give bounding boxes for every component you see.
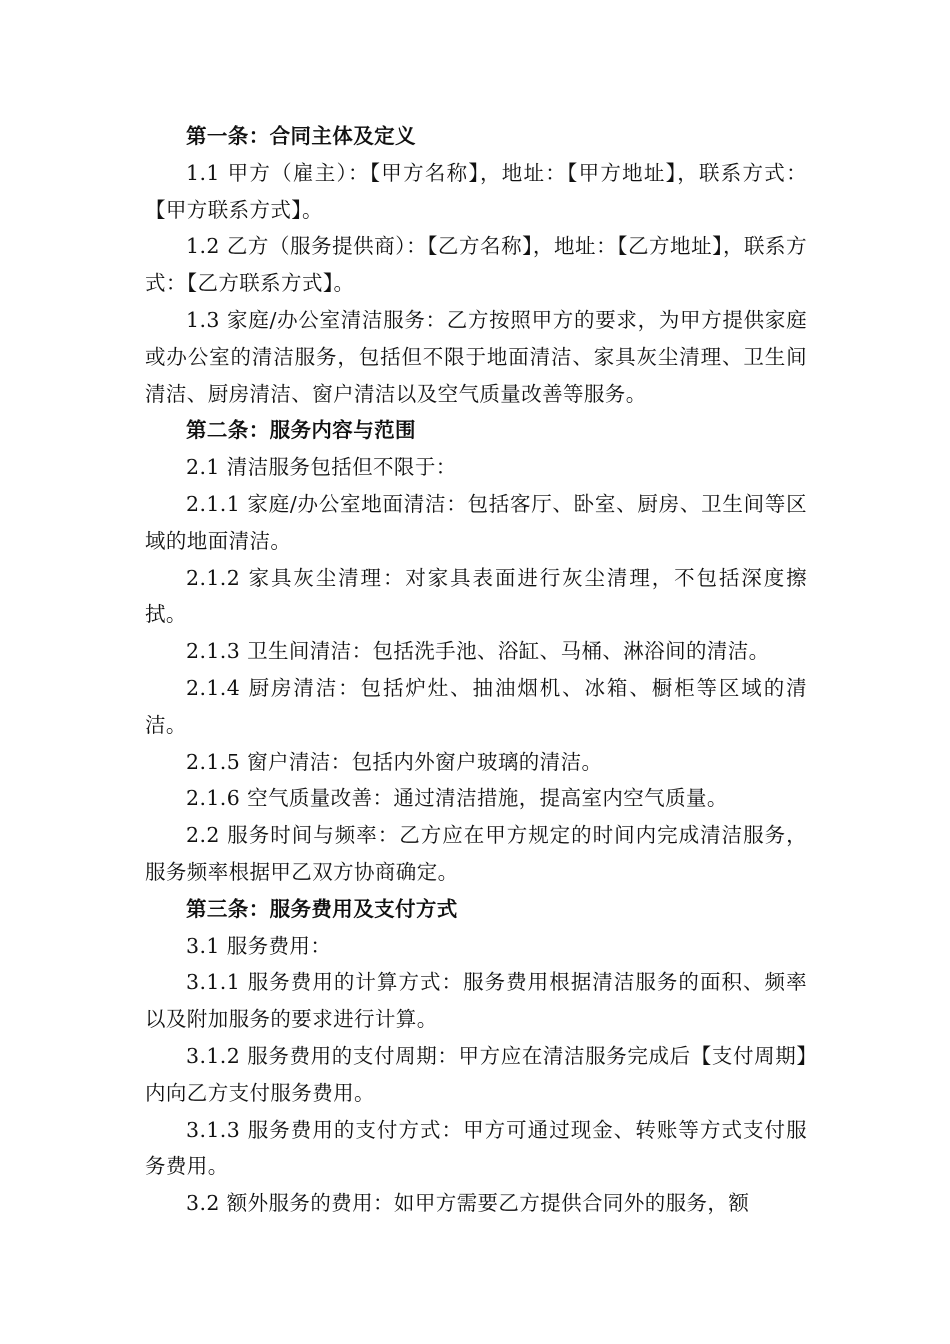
article-2-heading: 第二条：服务内容与范围 — [186, 418, 416, 443]
clause-2-1: 2.1 清洁服务包括但不限于： — [186, 455, 457, 480]
clause-2-1-6: 2.1.6 空气质量改善：通过清洁措施，提高室内空气质量。 — [186, 786, 728, 811]
clause-1-1: 1.1 甲方（雇主）：【甲方名称】，地址：【甲方地址】，联系方式：【甲方联系方式】。 — [145, 160, 807, 222]
article-3-heading: 第三条：服务费用及支付方式 — [186, 896, 458, 921]
document-body — [145, 118, 807, 1222]
clause-2-2: 2.2 服务时间与频率：乙方应在甲方规定的时间内完成清洁服务，服务频率根据甲乙双方协商确定。 — [145, 823, 807, 884]
clause-2-1-1: 2.1.1 家庭/办公室地面清洁：包括客厅、卧室、厨房、卫生间等区域的地面清洁。 — [145, 491, 807, 553]
clause-1-2: 1.2 乙方（服务提供商）：【乙方名称】，地址：【乙方地址】，联系方式：【乙方联系方式】。 — [145, 234, 807, 296]
clause-2-1-5: 2.1.5 窗户清洁：包括内外窗户玻璃的清洁。 — [186, 749, 603, 774]
clause-2-1-2: 2.1.2 家具灰尘清理：对家具表面进行灰尘清理，不包括深度擦拭。 — [145, 565, 807, 627]
clause-2-1-3: 2.1.3 卫生间清洁：包括洗手池、浴缸、马桶、淋浴间的清洁。 — [186, 639, 770, 664]
clause-3-1-2: 3.1.2 服务费用的支付周期：甲方应在清洁服务完成后【支付周期】内向乙方支付服务费用。 — [145, 1043, 807, 1105]
clause-2-1-4: 2.1.4 厨房清洁：包括炉灶、抽油烟机、冰箱、橱柜等区域的清洁。 — [145, 675, 807, 737]
clause-3-2: 3.2 额外服务的费用：如甲方需要乙方提供合同外的服务，额 — [186, 1191, 750, 1216]
article-1-heading: 第一条：合同主体及定义 — [186, 124, 416, 148]
clause-3-1-1: 3.1.1 服务费用的计算方式：服务费用根据清洁服务的面积、频率以及附加服务的要求进行计算。 — [145, 970, 807, 1032]
clause-3-1: 3.1 服务费用： — [186, 933, 332, 958]
clause-1-3: 1.3 家庭/办公室清洁服务：乙方按照甲方的要求，为甲方提供家庭或办公室的清洁服务，包括但不限于地面清洁、家具灰尘清理、卫生间清洁、厨房清洁、窗户清洁以及空气质量改善等服务。 — [145, 307, 807, 406]
clause-3-1-3: 3.1.3 服务费用的支付方式：甲方可通过现金、转账等方式支付服务费用。 — [145, 1117, 807, 1179]
